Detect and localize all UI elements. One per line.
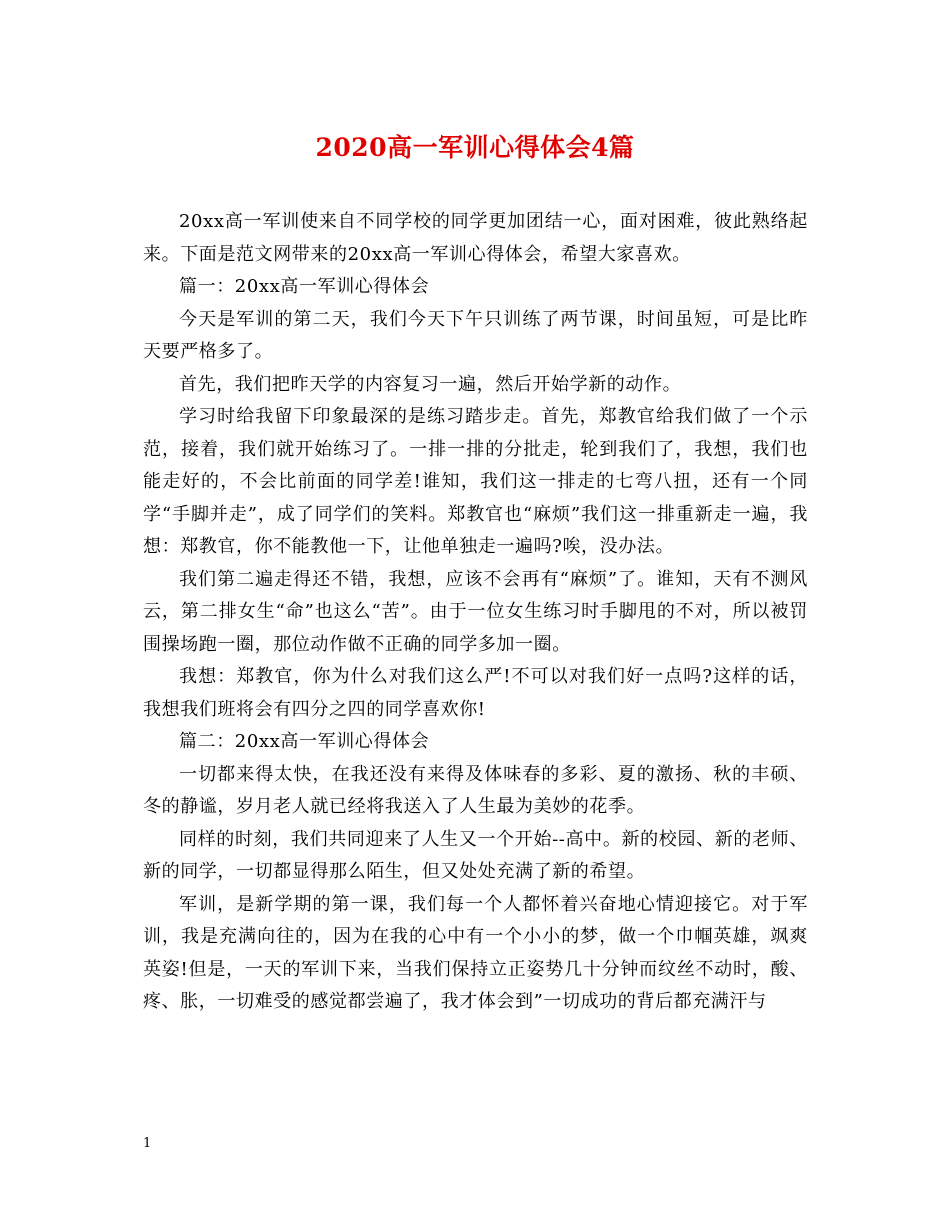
paragraph: 同样的时刻，我们共同迎来了人生又一个开始--高中。新的校园、新的老师、新的同学，一切都显得那么陌生，但又处处充满了新的希望。 — [143, 828, 808, 882]
paragraph: 20xx高一军训使来自不同学校的同学更加团结一心，面对困难，彼此熟络起来。下面是范文网带来的20xx高一军训心得体会，希望大家喜欢。 — [143, 211, 808, 265]
paragraph: 我们第二遍走得还不错，我想，应该不会再有“麻烦”了。谁知，天有不测风云，第二排女生“命”也这么“苦”。由于一位女生练习时手脚甩的不对，所以被罚围操场跑一圈，那位动作做不正确的同学多加一圈。 — [143, 568, 808, 655]
section-heading: 篇二：20xx高一军训心得体会 — [179, 731, 430, 752]
paragraph: 今天是军训的第二天，我们今天下午只训练了两节课，时间虽短，可是比昨天要严格多了。 — [143, 308, 808, 362]
paragraph: 我想：郑教官，你为什么对我们这么严!不可以对我们好一点吗?这样的话，我想我们班将会有四分之四的同学喜欢你! — [143, 666, 808, 720]
document-title: 2020高一军训心得体会4篇 — [315, 133, 635, 162]
paragraph: 军训，是新学期的第一课，我们每一个人都怀着兴奋地心情迎接它。对于军训，我是充满向往的，因为在我的心中有一个小小的梦，做一个巾帼英雄，飒爽英姿!但是，一天的军训下来，当我们保持立正姿势几十分钟而纹丝不动时，酸、疼、胀，一切难受的感觉都尝遍了，我才体会到”一切成功的背后都充满汗与 — [143, 893, 808, 1012]
page-number: 1 — [143, 1136, 152, 1151]
paragraph: 学习时给我留下印象最深的是练习踏步走。首先，郑教官给我们做了一个示范，接着，我们就开始练习了。一排一排的分批走，轮到我们了，我想，我们也能走好的，不会比前面的同学差!谁知，我们这一排走的七弯八扭，还有一个同学“手脚并走”，成了同学们的笑料。郑教官也“麻烦”我们这一排重新走一遍，我想：郑教官，你不能教他一下，让他单独走一遍吗?唉，没办法。 — [143, 406, 808, 557]
paragraph: 首先，我们把昨天学的内容复习一遍，然后开始学新的动作。 — [179, 373, 682, 395]
paragraph: 一切都来得太快，在我还没有来得及体味春的多彩、夏的激扬、秋的丰硕、冬的静谧，岁月老人就已经将我送入了人生最为美妙的花季。 — [143, 763, 808, 817]
section-heading: 篇一：20xx高一军训心得体会 — [179, 276, 430, 297]
document-body — [143, 206, 808, 1019]
